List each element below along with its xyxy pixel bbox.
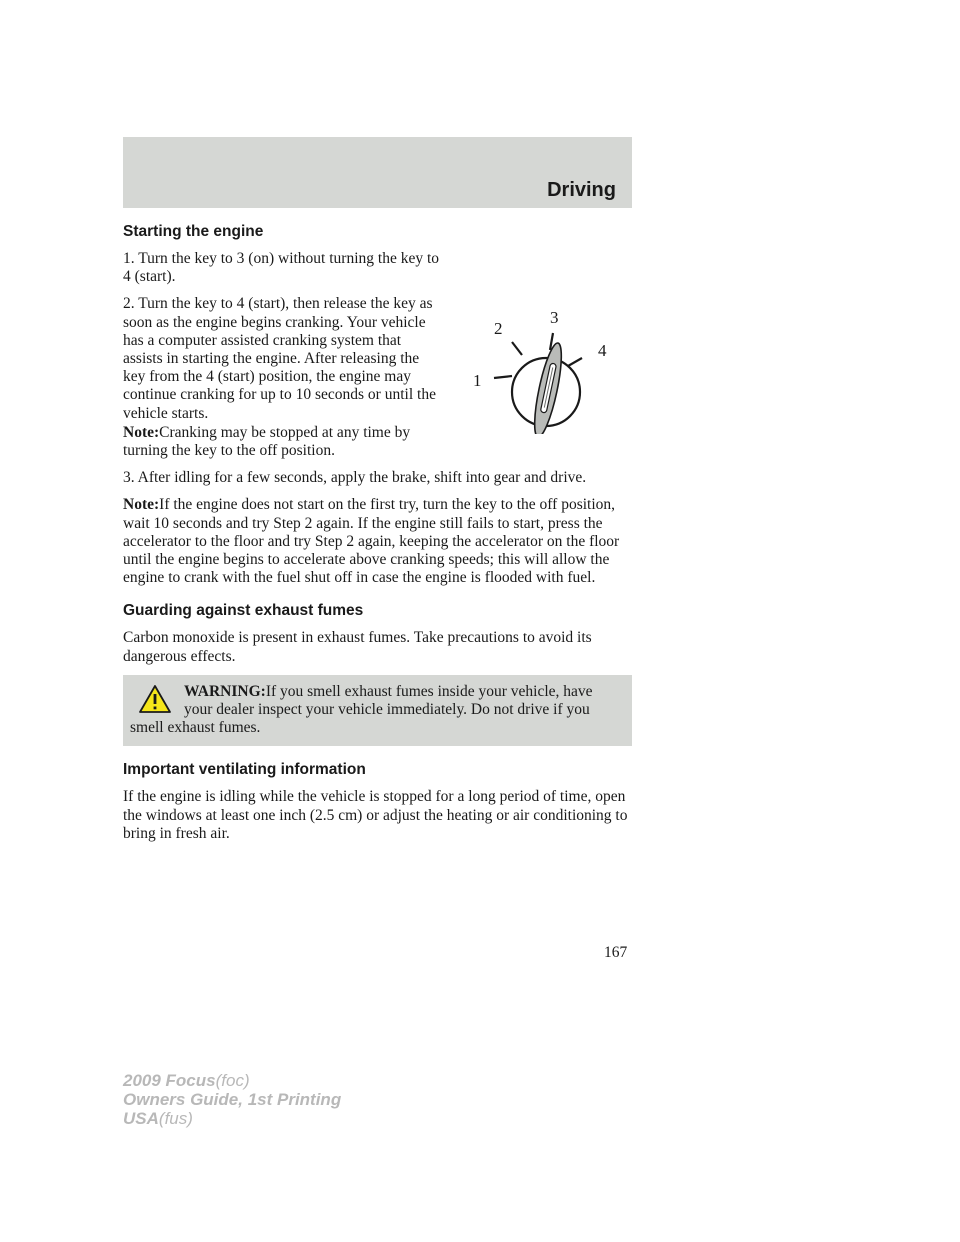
- note-2: [123, 496, 632, 587]
- warning-box: [123, 675, 632, 747]
- section-title: Driving: [547, 179, 616, 201]
- heading-exhaust-fumes: Guarding against exhaust fumes: [123, 602, 364, 620]
- footer-model: 2009 Focus: [123, 1071, 216, 1090]
- note-2-label: Note:: [123, 496, 160, 514]
- warning-triangle-icon: [138, 684, 172, 714]
- note-1-text: Cranking may be stopped at any time by turning the key to the off position.: [123, 423, 411, 460]
- note-1-label: Note:: [123, 423, 160, 441]
- ignition-diagram: [450, 274, 640, 434]
- heading-starting-engine: Starting the engine: [123, 223, 264, 240]
- footer-region-code: (fus): [158, 1109, 193, 1128]
- warning-label: WARNING:: [184, 682, 266, 700]
- warning-text: If you smell exhaust fumes inside your vehicle, have your dealer inspect your vehicle immediately. Do not drive if you smell exhaust fumes.: [130, 682, 593, 737]
- position-4-label: 4: [598, 341, 607, 360]
- exhaust-body: Carbon monoxide is present in exhaust fumes. Take precautions to avoid its dangerous effects.: [123, 629, 592, 665]
- header-band: [123, 137, 632, 208]
- footer-region: USA: [123, 1109, 159, 1128]
- heading-ventilating: Important ventilating information: [123, 761, 366, 779]
- position-2-tick: [512, 342, 522, 355]
- page-number: 167: [604, 944, 628, 961]
- ventilating-body: If the engine is idling while the vehicle is stopped for a long period of time, open the windows at least one inch (2.5 cm) or adjust the heating or air conditioning to bring in fresh air.: [123, 788, 628, 842]
- position-4-tick: [568, 358, 582, 366]
- footer-model-code: (foc): [215, 1071, 250, 1090]
- step-2: 2. Turn the key to 4 (start), then release the key as soon as the engine begins cranking. Your vehicle has a computer assisted cranking system that assists in starting the engine. After releasing the key from the 4 (start) position, the engine may continue cranking for up to 10 seconds or until the vehicle starts.: [123, 295, 436, 422]
- footer-guide-line: [123, 1090, 341, 1109]
- warning-text-block: [130, 683, 624, 738]
- position-1-label: 1: [473, 371, 482, 390]
- position-3-label: 3: [550, 308, 559, 327]
- page-content: [123, 222, 632, 852]
- note-2-text: If the engine does not start on the first try, turn the key to the off position, wait 10 seconds and try Step 2 again. If the engine still fails to start, press the accelerator to the floor and try Step 2 again, keeping the accelerator on the floor until the engine begins to accelerate above cranking speeds; this will allow the engine to crank with the fuel shut off in case the engine is flooded with fuel.: [123, 496, 620, 587]
- footer: [123, 1071, 341, 1128]
- step-1: 1. Turn the key to 3 (on) without turning the key to 4 (start).: [123, 250, 440, 286]
- step-3: 3. After idling for a few seconds, apply the brake, shift into gear and drive.: [123, 469, 587, 487]
- footer-region-line: [123, 1109, 341, 1128]
- footer-model-line: [123, 1071, 341, 1090]
- position-2-label: 2: [494, 319, 503, 338]
- footer-guide: Owners Guide, 1st Printing: [123, 1090, 342, 1109]
- position-1-tick: [494, 376, 512, 378]
